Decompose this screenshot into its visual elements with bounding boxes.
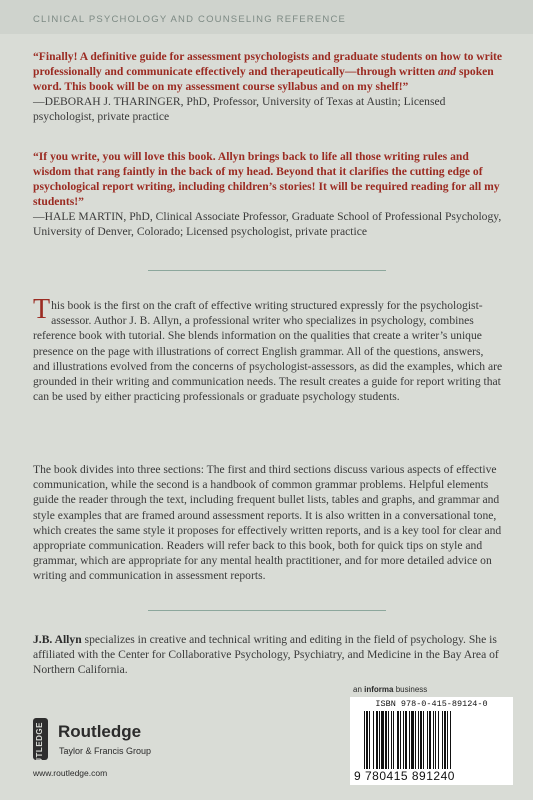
isbn-barcode: ISBN 978-0-415-89124-0 9 780415 891240 [350, 697, 513, 785]
quote-attribution: —DEBORAH J. THARINGER, PhD, Professor, University of Texas at Austin; Licensed psychologist, private practice [33, 95, 446, 123]
quote-text: “If you write, you will love this book. Allyn brings back to life all those writing rules and wisdom that rang faintly in the back of my head. Beyond that it clarifies the cutting edge of psychological report writing, including children’s stories! It will be required reading for all my students!” [33, 150, 500, 208]
endorsement-quote-1 [33, 49, 503, 124]
endorsement-quote-2 [33, 149, 503, 239]
series-title: CLINICAL PSYCHOLOGY AND COUNSELING REFERENCE [33, 14, 347, 25]
barcode-icon [364, 711, 509, 769]
routledge-logo-icon: ROUTLEDGE [33, 718, 48, 760]
author-bio: J.B. Allyn specializes in creative and technical writing and editing in the field of psychology. She is affiliated with the Center for Collaborative Psychology, Psychiatry, and Medicine in the Bay Area of Northern California. [33, 633, 499, 677]
quote-attribution: —HALE MARTIN, PhD, Clinical Associate Professor, Graduate School of Professional Psychology, University of Denver, Colorado; Licensed psychologist, private practice [33, 210, 502, 238]
divider-line [148, 610, 386, 611]
informa-business-label: an informa business [353, 685, 428, 694]
description-paragraph-2: The book divides into three sections: The first and third sections discuss various aspects of effective communication, while the second is a handbook of common grammar problems. Helpful elements guide the reader through the text, including frequent bullet lists, tables and graphs, and grammar and style examples that are framed around assessment reports. It is also written in a conversational tone, which creates the same style it proposes for effectively written reports, and is a key tool for clear and appropriate communication. Readers will refer back to this book, both for quick tips on style and grammar, which are appropriate for any mental health practitioner, and for more detailed advice on writing and communication in assessment reports. [33, 463, 502, 583]
divider-line [148, 270, 386, 271]
publisher-url: www.routledge.com [33, 768, 108, 778]
description-paragraph-1: This book is the first on the craft of effective writing structured expressly for the psychologist-assessor. Author J. B. Allyn, a professional writer who specializes in psychology, combines reference book with tutorial. She blends information on the qualities that create a writer’s unique presence on the page with illustrations of correct English grammar. All of the questions, answers, and illustrations evolved from the concerns of psychologist-assessors, as did the examples, which are grounded in their writing and communication needs. The result creates a guide for report writing that can be used by either practicing professionals or graduate psychology students. [33, 294, 503, 404]
quote-text: “Finally! A definitive guide for assessment psychologists and graduate students on how to write professionally and communicate effectively and therapeutically—through written and spoken word. This book will be on my assessment course syllabus and on my shelf!” [33, 50, 503, 93]
isbn-text: ISBN 978-0-415-89124-0 [375, 699, 488, 709]
author-name: J.B. Allyn [33, 633, 82, 646]
drop-cap: T [33, 294, 51, 325]
publisher-name: Routledge [58, 722, 142, 741]
publisher-group: Taylor & Francis Group [59, 746, 152, 756]
